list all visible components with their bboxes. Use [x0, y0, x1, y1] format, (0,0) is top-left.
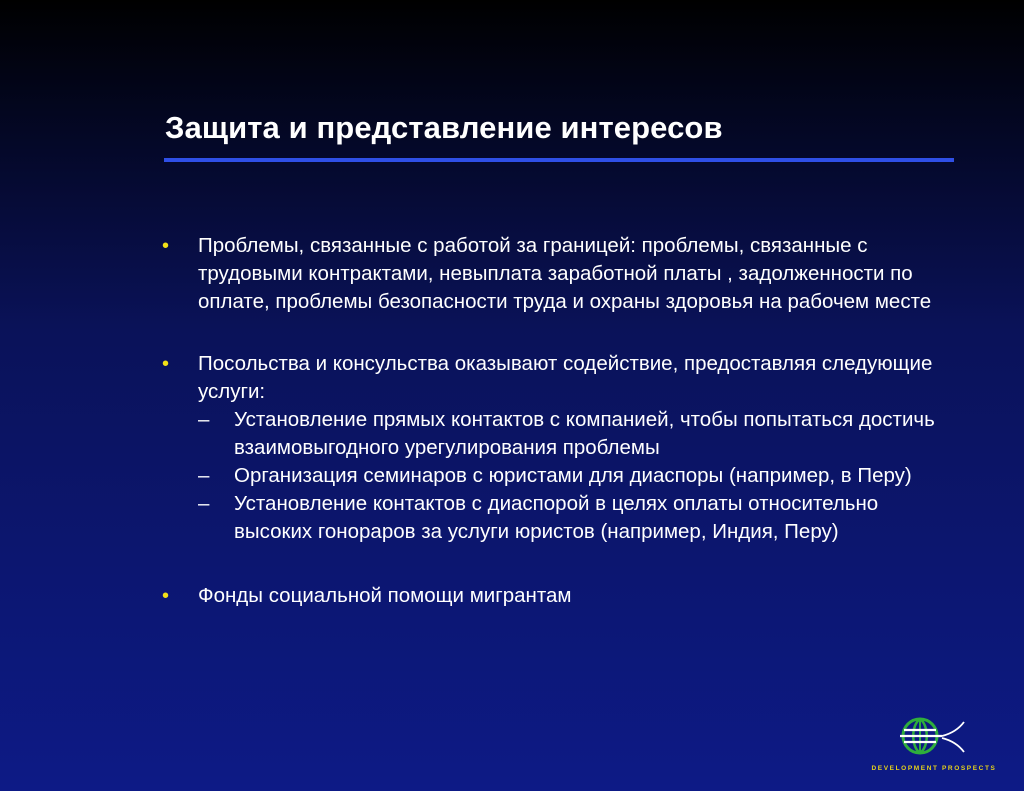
bullet-text: Фонды социальной помощи мигрантам [198, 584, 572, 607]
dash-icon: – [198, 492, 210, 515]
dash-icon: – [198, 464, 210, 487]
bullet-text: Посольства и консульства оказывают содействие, предоставляя следующие услуги: [198, 352, 933, 403]
bullet-item-embassies [162, 350, 952, 546]
bullet-list [162, 232, 952, 610]
title-underline [164, 158, 954, 162]
sub-item-text: Установление контактов с диаспорой в целях оплаты относительно высоких гонораров за услуги юристов (например, Индия, Перу) [234, 492, 879, 543]
sub-item-text: Организация семинаров с юристами для диаспоры (например, в Перу) [234, 464, 912, 487]
bullet-item-welfare-funds [162, 582, 952, 610]
bullet-dot-icon: • [162, 235, 170, 257]
development-prospects-logo [864, 712, 1004, 778]
sub-item-diaspora-contacts [198, 490, 952, 546]
sub-item-text: Установление прямых контактов с компанией, чтобы попытаться достичь взаимовыгодного урегулирования проблемы [234, 408, 935, 459]
slide-title: Защита и представление интересов [165, 110, 723, 145]
bullet-text: Проблемы, связанные с работой за границей: проблемы, связанные с трудовыми контрактами, невыплата заработной платы , задолженности по оплате, проблемы безопасности труда и охраны здоровья на рабочем месте [198, 234, 932, 313]
sub-list [198, 406, 952, 546]
bullet-dot-icon: • [162, 353, 170, 375]
sub-item-direct-contacts [198, 406, 952, 462]
logo-text: DEVELOPMENT PROSPECTS [871, 765, 997, 772]
bullet-item-problems [162, 232, 952, 316]
globe-logo-icon [898, 712, 970, 760]
bullet-dot-icon: • [162, 585, 170, 607]
sub-item-seminars [198, 462, 952, 490]
dash-icon: – [198, 408, 210, 431]
